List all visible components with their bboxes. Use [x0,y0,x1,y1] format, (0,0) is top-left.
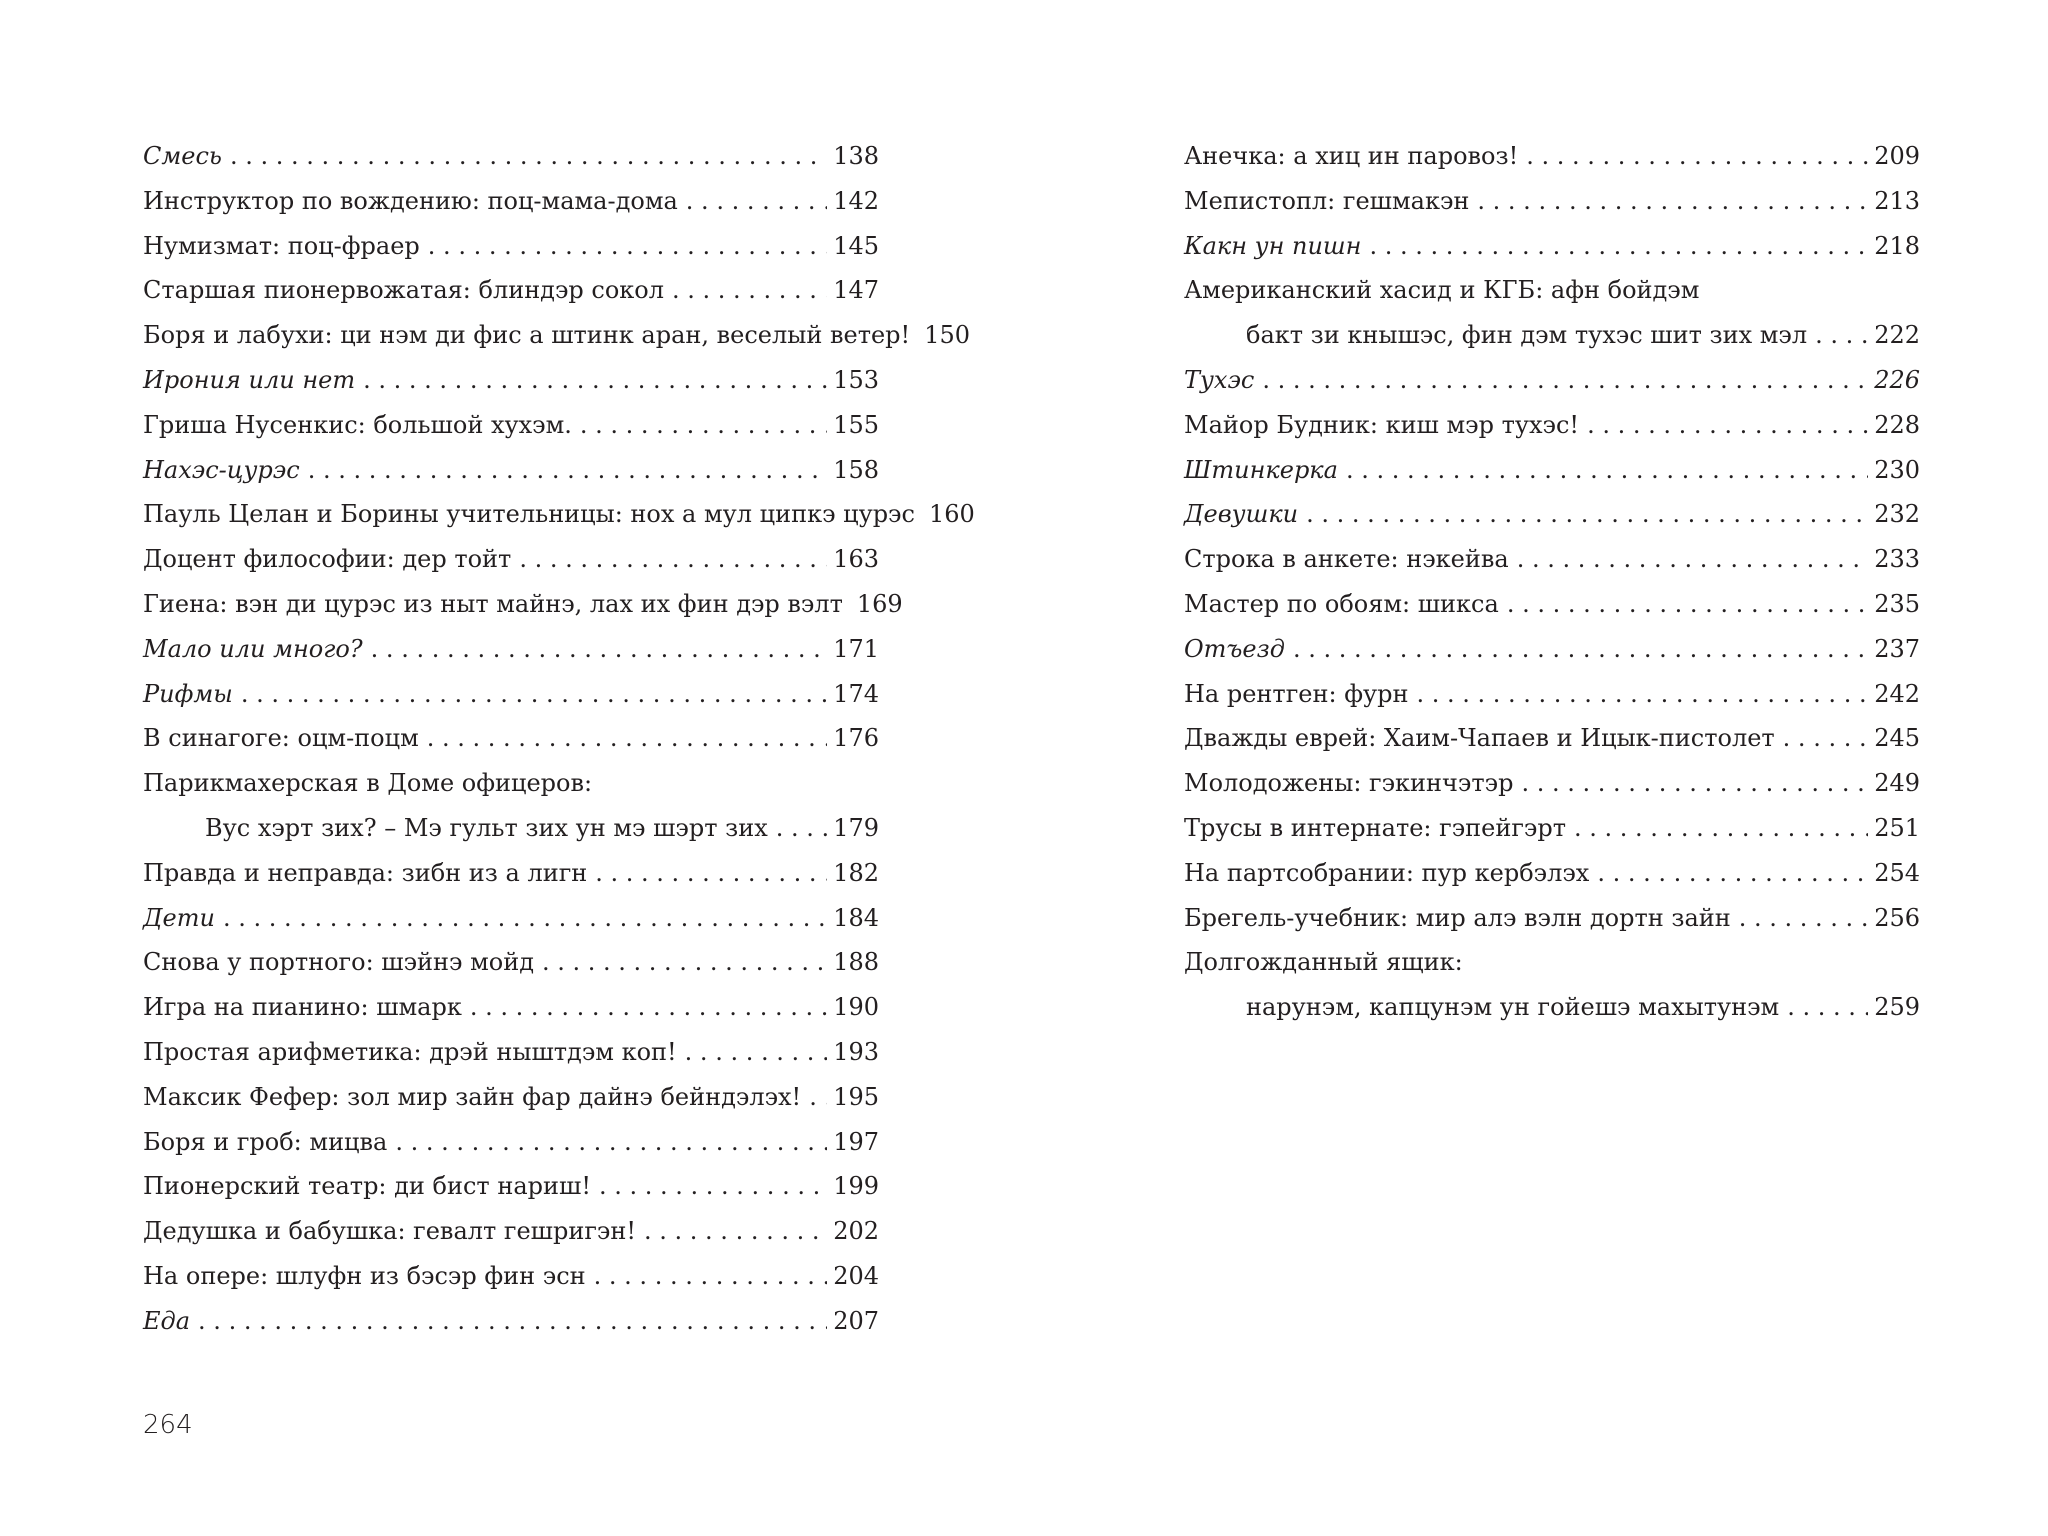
toc-entry [1184,716,1920,761]
toc-entry-page: 190 [833,993,879,1022]
dot-leader [1521,761,1868,806]
toc-entry-title: Пауль Целан и Борины учительницы: нох а мул ципкэ цурэс [143,500,915,529]
dot-leader [1787,985,1868,1030]
dot-leader [1416,672,1868,717]
dot-leader [519,537,827,582]
toc-entry [1184,851,1920,896]
toc-entry-title: Парикмахерская в Доме офицеров: [143,769,593,798]
dot-leader [1739,896,1868,941]
toc-entry-title: Какн ун пишн [1184,231,1362,260]
toc-entry [1184,985,1920,1030]
toc-entry-page: 242 [1874,679,1920,708]
dot-leader [686,179,827,224]
dot-leader [363,358,827,403]
dot-leader [308,448,828,493]
dot-leader [1526,134,1868,179]
toc-entry [143,492,975,537]
dot-leader [542,940,827,985]
toc-entry [143,1299,879,1344]
toc-entry-page: 259 [1874,993,1920,1022]
toc-entry-title: Еда [143,1306,191,1335]
toc-entry-title: Ирония или нет [143,365,356,394]
toc-entry [143,448,879,493]
toc-entry-title: На рентген: фурн [1184,679,1409,708]
toc-entry-title: Дети [143,903,215,932]
toc-entry-page: 232 [1874,500,1920,529]
toc-entry-title: Тухэс [1184,365,1255,394]
toc-entry [143,1164,879,1209]
dot-leader [1262,358,1868,403]
toc-entry-title: Вус хэрт зих? – Мэ гульт зих ун мэ шэрт зих [205,813,768,842]
dot-leader [470,985,827,1030]
toc-entry-title: Мастер по обоям: шикса [1184,589,1499,618]
toc-entry-page: 233 [1874,545,1920,574]
toc-entry [1184,403,1920,448]
toc-entry-page: 226 [1874,365,1920,394]
toc-entry-page: 237 [1874,634,1920,663]
toc-entry [143,1075,879,1120]
toc-entry [1184,761,1920,806]
toc-entry [143,537,879,582]
dot-leader [395,1120,827,1165]
toc-list-left [143,134,975,1344]
dot-leader [595,851,827,896]
toc-entry [143,940,879,985]
toc-entry-page: 245 [1874,724,1920,753]
toc-entry-title: Нахэс-цурэс [143,455,300,484]
toc-entry-title: Штинкерка [1184,455,1338,484]
toc-entry-page: 147 [833,276,879,305]
toc-entry [143,179,879,224]
dot-leader [672,268,827,313]
page-number: 264 [143,1410,193,1440]
toc-entry [143,627,879,672]
toc-entry-page: 254 [1874,858,1920,887]
toc-entry [143,313,970,358]
toc-entry-title: Простая арифметика: дрэй ныштдэм коп! [143,1037,677,1066]
dot-leader [1517,537,1868,582]
toc-entry-title: Доцент философии: дер тойт [143,545,512,574]
toc-entry-title: Инструктор по вождению: поц-мама-дома [143,186,678,215]
toc-entry [143,716,879,761]
toc-entry-title: Боря и гроб: мицва [143,1127,388,1156]
dot-leader [427,716,827,761]
toc-entry [1184,358,1920,403]
toc-entry [1184,627,1920,672]
toc-entry-page: 155 [833,410,879,439]
toc-entry [1184,806,1920,851]
toc-entry-title: Мало или много? [143,634,363,663]
toc-entry-page: 176 [833,724,879,753]
dot-leader [230,134,827,179]
toc-entry-page: 197 [833,1127,879,1156]
toc-entry-title: Смесь [143,142,222,170]
toc-entry-page: 160 [928,500,975,529]
dot-leader [685,1030,828,1075]
toc-entry [143,1254,879,1299]
toc-entry-title: Майор Будник: киш мэр тухэс! [1184,410,1580,439]
toc-entry [143,896,879,941]
toc-entry-title: Правда и неправда: зибн из а лигн [143,858,588,887]
toc-entry-page: 188 [833,948,879,977]
toc-entry [1184,896,1920,941]
dot-leader [1574,806,1868,851]
toc-entry-page: 158 [833,455,879,484]
toc-entry-page: 204 [833,1261,879,1290]
toc-entry-title: Боря и лабухи: ци нэм ди фис а штинк аран, веселый ветер! [143,321,911,350]
toc-entry [1184,672,1920,717]
toc-entry-page: 169 [856,589,903,618]
toc-entry-title: Пионерский театр: ди бист нариш! [143,1172,591,1201]
toc-entry-page: 218 [1874,231,1920,260]
toc-entry-title: Трусы в интернате: гэпейгэрт [1184,813,1567,842]
dot-leader [1346,448,1868,493]
dot-leader [809,1075,827,1120]
toc-entry-title: В синагоге: оцм-поцм [143,724,419,753]
toc-entry-title: Мепистопл: гешмакэн [1184,186,1470,215]
toc-entry [1184,940,1920,985]
dot-leader [1477,179,1868,224]
toc-entry [1184,134,1920,179]
toc-entry [1184,537,1920,582]
dot-leader [241,672,827,717]
toc-entry-page: 249 [1874,769,1920,798]
toc-entry [1184,448,1920,493]
toc-entry [1184,224,1920,269]
toc-entry-page: 150 [924,321,970,350]
dot-leader [1507,582,1868,627]
toc-entry-title: Американский хасид и КГБ: афн бойдэм [1184,276,1700,305]
toc-entry-page: 222 [1874,321,1920,350]
dot-leader [776,806,827,851]
toc-entry-page: 209 [1874,142,1920,170]
dot-leader [594,1254,828,1299]
toc-entry-title: Рифмы [143,679,233,708]
toc-entry [143,806,879,851]
toc-entry-page: 184 [833,903,879,932]
toc-entry-title: Гриша Нусенкис: большой хухэм. [143,410,572,439]
toc-entry [1184,582,1920,627]
dot-leader [1597,851,1868,896]
toc-entry-title: Снова у портного: шэйнэ мойд [143,948,534,977]
toc-entry [143,582,903,627]
toc-entry-page: 230 [1874,455,1920,484]
toc-entry [1184,313,1920,358]
toc-entry-page: 179 [833,813,879,842]
toc-entry [143,851,879,896]
toc-entry-title: Игра на пианино: шмарк [143,993,462,1022]
toc-entry-page: 195 [833,1082,879,1111]
toc-entry-title: Нумизмат: поц-фраер [143,231,420,260]
toc-entry-title: Молодожены: гэкинчэтэр [1184,769,1514,798]
toc-entry-page: 171 [833,634,879,663]
dot-leader [599,1164,827,1209]
toc-entry-page: 207 [833,1306,879,1335]
toc-entry [143,1209,879,1254]
toc-entry-title: Гиена: вэн ди цурэс из ныт майнэ, лах их фин дэр вэлт [143,589,843,618]
toc-entry-page: 256 [1874,903,1920,932]
toc-entry-title: Строка в анкете: нэкейва [1184,545,1509,574]
toc-list-right [1184,134,1920,1030]
toc-entry-title: Максик Фефер: зол мир зайн фар дайнэ бейндэлэх! [143,1082,802,1111]
dot-leader [198,1299,827,1344]
toc-entry [1184,492,1920,537]
toc-entry-page: 213 [1874,186,1920,215]
dot-leader [1306,492,1868,537]
toc-entry-title: Старшая пионервожатая: блиндэр сокол [143,276,664,305]
toc-entry-page: 142 [833,186,879,215]
toc-entry [143,1030,879,1075]
toc-entry-page: 235 [1874,589,1920,618]
dot-leader [1293,627,1868,672]
toc-entry-page: 163 [833,545,879,574]
dot-leader [1587,403,1868,448]
dot-leader [580,403,827,448]
toc-entry-title: Брегель-учебник: мир алэ вэлн дортн зайн [1184,903,1731,932]
toc-entry-page: 202 [833,1217,879,1246]
dot-leader [428,224,827,269]
toc-entry-title: Девушки [1184,500,1299,529]
toc-entry [143,358,879,403]
toc-entry-title: нарунэм, капцунэм ун гойешэ махытунэм [1246,993,1780,1022]
toc-entry-title: бакт зи кнышэс, фин дэм тухэс шит зих мэл [1246,321,1808,350]
dot-leader [223,896,827,941]
toc-entry-page: 251 [1874,813,1920,842]
toc-right-column [1184,134,1920,1030]
toc-entry-title: Долгожданный ящик: [1184,948,1463,977]
toc-entry [1184,268,1920,313]
toc-entry [143,672,879,717]
toc-entry-page: 199 [833,1172,879,1201]
toc-entry [143,761,879,806]
toc-entry-title: Отъезд [1184,634,1285,663]
toc-entry [1184,179,1920,224]
toc-entry-title: На партсобрании: пур кербэлэх [1184,858,1590,887]
toc-entry-title: Дважды еврей: Хаим-Чапаев и Ицык-пистолет [1184,724,1775,753]
toc-entry [143,224,879,269]
toc-entry [143,268,879,313]
toc-entry-page: 174 [833,679,879,708]
dot-leader [1783,716,1869,761]
toc-entry [143,403,879,448]
toc-entry-page: 153 [833,365,879,394]
dot-leader [644,1209,827,1254]
toc-entry-title: Анечка: а хиц ин паровоз! [1184,142,1519,170]
toc-entry-title: Дедушка и бабушка: гевалт гешригэн! [143,1217,637,1246]
toc-entry-title: На опере: шлуфн из бэсэр фин эсн [143,1261,586,1290]
toc-entry-page: 138 [833,142,879,170]
toc-entry-page: 193 [833,1037,879,1066]
toc-entry-page: 228 [1874,410,1920,439]
dot-leader [1815,313,1868,358]
toc-left-column [143,134,975,1344]
toc-entry [143,134,879,179]
toc-entry [143,985,879,1030]
toc-entry-page: 145 [833,231,879,260]
toc-entry-page: 182 [833,858,879,887]
dot-leader [371,627,828,672]
dot-leader [1369,224,1868,269]
toc-entry [143,1120,879,1165]
